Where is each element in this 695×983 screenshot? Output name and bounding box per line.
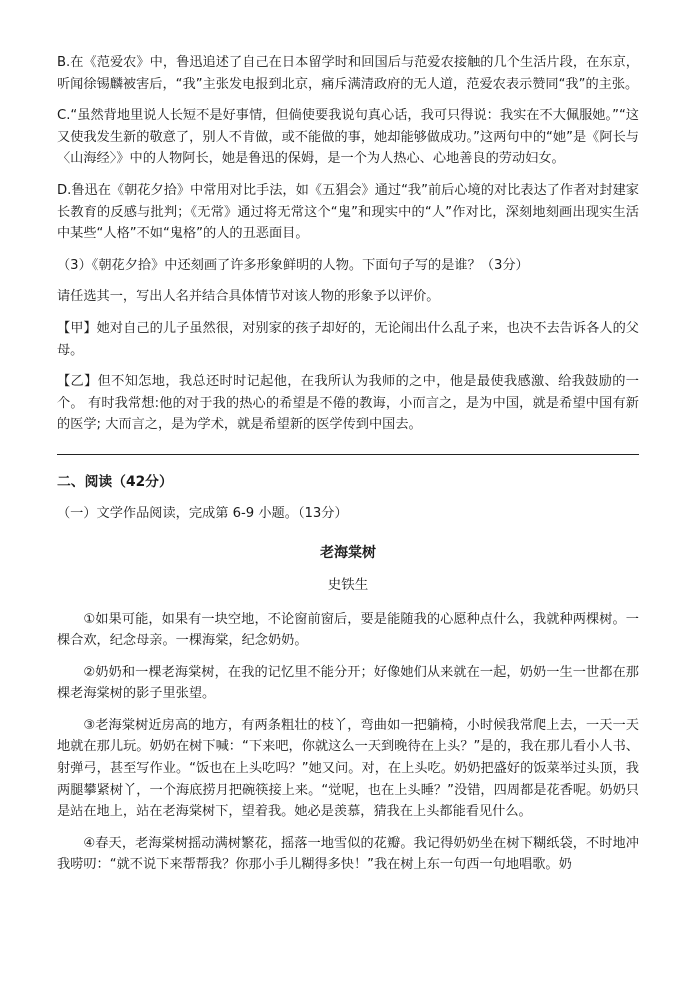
question-3: （3）《朝花夕拾》中还刻画了许多形象鲜明的人物。下面句子写的是谁？（3分）	[57, 257, 529, 273]
option-c-paragraph: C.“虽然背地里说人长短不是好事情，但倘使要我说句真心话，我可只得说：我实在不大佩服她。”“这又使我发生新的敬意了，别人不肯做，或不能做的事，她却能够做成功。”这两句中的“她”是《阿长与〈山海经〉》中的人物阿长，她是鲁迅的保姆，是一个为人热心、心地善良的劳动妇女。	[57, 108, 639, 167]
article-paragraph-1: ①如果可能，如果有一块空地，不论窗前窗后，要是能随我的心愿种点什么，我就种两棵树。一棵合欢，纪念母亲。一棵海棠，纪念奶奶。	[57, 611, 639, 649]
question-3-instruction: 请任选其一，写出人名并结合具体情节对该人物的形象予以评价。	[57, 289, 440, 305]
subsection-heading: （一）文学作品阅读，完成第 6-9 小题。（13分）	[57, 505, 348, 521]
article-title: 老海棠树	[320, 544, 376, 561]
option-d-paragraph: D.鲁迅在《朝花夕拾》中常用对比手法，如《五猖会》通过“我”前后心境的对比表达了作者对封建家长教育的反感与批判；《无常》通过将无常这个“鬼”和现实中的“人”作对比，深刻地刻画出现实生活中某些“人格”不如“鬼格”的人的丑恶面目。	[57, 182, 639, 242]
article-paragraph-2: ②奶奶和一棵老海棠树，在我的记忆里不能分开；好像她们从来就在一起，奶奶一生一世都在那棵老海棠树的影子里张望。	[57, 664, 639, 702]
article-paragraph-4: ④春天，老海棠树摇动满树繁花，摇落一地雪似的花瓣。我记得奶奶坐在树下糊纸袋，不时地冲我唠叨：“就不说下来帮帮我？你那小手儿糊得多快！”我在树上东一句西一句地唱歌。奶	[57, 835, 639, 873]
article-author: 史铁生	[327, 576, 369, 593]
option-b-paragraph: B.在《范爱农》中，鲁迅追述了自己在日本留学时和回国后与范爱农接触的几个生活片段，在东京，听闻徐锡麟被害后，“我”主张发电报到北京，痛斥满清政府的无人道，范爱农表示赞同“我”的主张。	[57, 55, 639, 92]
document-page	[57, 52, 639, 886]
quote-yi: 【乙】但不知怎地，我总还时时记起他，在我所认为我师的之中，他是最使我感激、给我鼓励的一个。 有时我常想:他的对于我的热心的希望是不倦的教诲，小而言之，是为中国，就是希望中国有新的医学; 大而言之，是为学术，就是希望新的医学传到中国去。	[57, 374, 639, 433]
article-paragraph-3: ③老海棠树近房高的地方，有两条粗壮的枝丫，弯曲如一把躺椅，小时候我常爬上去，一天一天地就在那儿玩。奶奶在树下喊：“下来吧，你就这么一天到晚待在上头？”是的，我在那儿看小人书、射弹弓，甚至写作业。“饭也在上头吃吗？”她又问。对，在上头吃。奶奶把盛好的饭菜举过头顶，我两腿攀紧树丫，一个海底捞月把碗筷接上来。“觉呢，也在上头睡？”没错，四周都是花香呢。奶奶只是站在地上，站在老海棠树下，望着我。她必是羡慕，猜我在上头都能看见什么。	[57, 717, 639, 820]
section-heading: 二、阅读（42分）	[57, 473, 173, 490]
quote-jia: 【甲】她对自己的儿子虽然很，对别家的孩子却好的，无论闹出什么乱子来，也决不去告诉各人的父母。	[57, 320, 639, 358]
section-divider	[57, 454, 639, 455]
